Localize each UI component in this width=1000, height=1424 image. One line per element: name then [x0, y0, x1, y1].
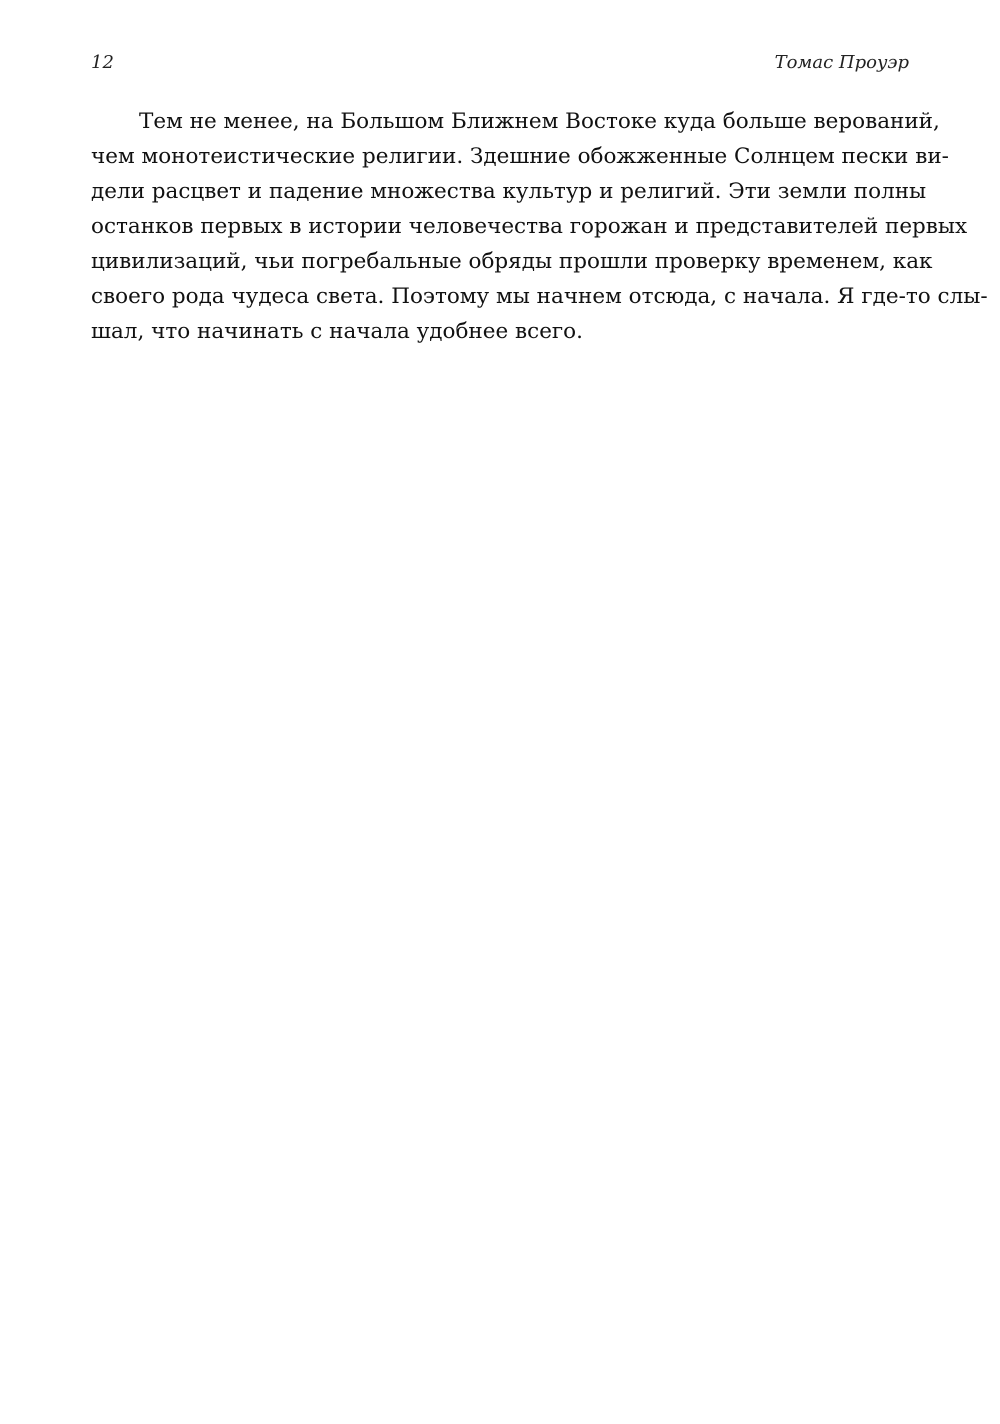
- paragraph-line: Тем не менее, на Большом Ближнем Востоке куда больше верований,: [139, 109, 940, 134]
- paragraph-line: шал, что начинать с начала удобнее всего.: [91, 319, 583, 344]
- page-number: 12: [91, 52, 114, 73]
- body-paragraph: [91, 104, 988, 349]
- running-title-author: Томас Проуэр: [774, 52, 909, 73]
- running-header: [91, 50, 909, 80]
- paragraph-line: дели расцвет и падение множества культур и религий. Эти земли полны: [91, 179, 927, 204]
- paragraph-line: цивилизаций, чьи погребальные обряды прошли проверку временем, как: [91, 249, 933, 274]
- paragraph-line: чем монотеистические религии. Здешние обожженные Солнцем пески ви-: [91, 144, 949, 169]
- paragraph-line: останков первых в истории человечества горожан и представителей первых: [91, 214, 968, 239]
- paragraph-line: своего рода чудеса света. Поэтому мы начнем отсюда, с начала. Я где-то слы-: [91, 284, 988, 309]
